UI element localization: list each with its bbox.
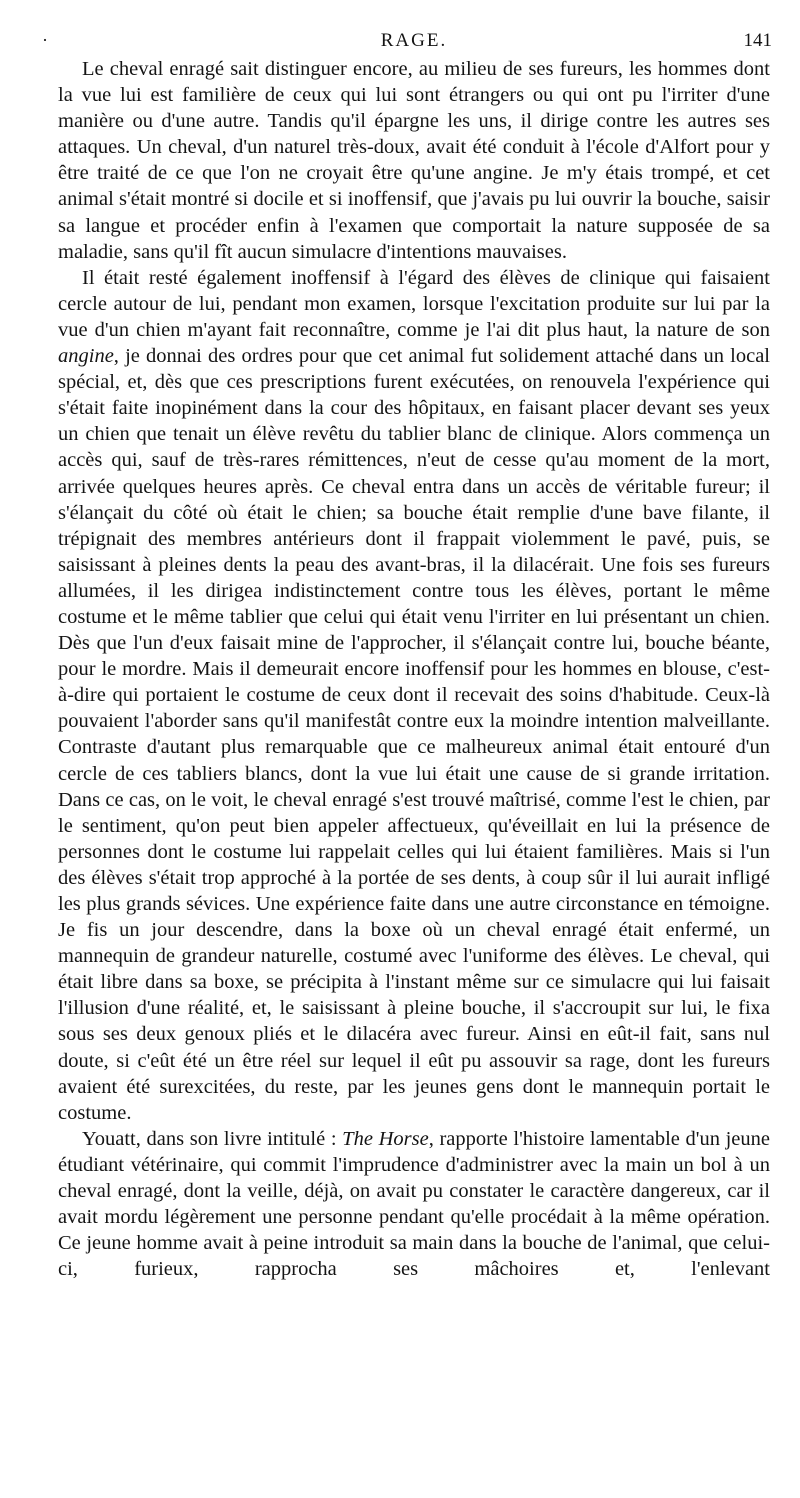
paragraph-1-text: Le cheval enragé sait distinguer encore, au milieu de ses fureurs, les hommes dont la vue lui est familière de ceux qui lui sont étrangers ou qui ont pu l'irriter d'une manière ou d'une autre. Tandis qu'il épargne les uns, il dirige contre les autres ses attaques. Un cheval, d'un naturel très-doux, avait été conduit à l'école d'Alfort pour y être traité de ce que l'on ne croyait être qu'une angine. Je m'y étais trompé, et cet animal s'était montré si docile et si inoffensif, que j'avais pu lui ouvrir la bouche, saisir sa langue et procéder enfin à l'examen que comportait la nature supposée de sa maladie, sans qu'il fît aucun simulacre d'intentions mauvaises. — [58, 58, 770, 263]
page-number: 141 — [743, 30, 772, 51]
paragraph-2-italic-term: angine — [58, 345, 114, 368]
paragraph-2-text-start: Il était resté également inoffensif à l'égard des élèves de clinique qui faisaient cercle autour de lui, pendant mon examen, lorsque l'excitation produite sur lui par la vue d'un chien m'ayant fait reconnaître, comme je l'ai dit plus haut, la nature de son — [58, 266, 770, 341]
margin-dot: · — [42, 30, 48, 50]
book-page — [42, 0, 772, 1282]
running-head — [42, 0, 772, 62]
paragraph-2-text-end: , je donnai des ordres pour que cet animal fut solidement attaché dans un local spécial, et, dès que ces prescriptions furent exécutées, on renouvela l'expérience qui s'était faite inopinément dans la cour des hôpitaux, en faisant placer devant ses yeux un chien que tenait un élève revêtu du tablier blanc de clinique. Alors commença un accès qui, sauf de très-rares rémittences, n'eut de cesse qu'au moment de la mort, arrivée quelques heures après. Ce cheval entra dans un accès de véritable fureur; il s'élançait du côté où était le chien; sa bouche était remplie d'une bave filante, il trépignait des membres antérieurs dont il frappait violemment le pavé, puis, se saisissant à pleines dents la peau des avant-bras, il la dilacérait. Une fois ses fureurs allumées, il les dirigea indistinctement contre tous les élèves, portant le même costume et le même tablier que celui qui était venu l'irriter en lui présentant un chien. Dès que l'un d'eux faisait mine de l'approcher, il s'élançait contre lui, bouche béante, pour le mordre. Mais il demeurait encore inoffensif pour les hommes en blouse, c'est-à-dire qui portaient le costume de ceux dont il recevait des soins d'habitude. Ceux-là pouvaient l'aborder sans qu'il manifestât contre eux la moindre intention malveillante. Contraste d'autant plus remarquable que ce malheureux animal était entouré d'un cercle de ces tabliers blancs, dont la vue lui était une cause de si grande irritation. Dans ce cas, on le voit, le cheval enragé s'est trouvé maîtrisé, comme l'est le chien, par le sentiment, qu'on peut bien appeler affectueux, qu'éveillait en lui la présence de personnes dont le costume lui rappelait celles qui lui étaient familières. Mais si l'un des élèves s'était trop approché à la portée de ses dents, à coup sûr il lui aurait infligé les plus grands sévices. Une expérience faite dans une autre circonstance en témoigne. Je fis un jour descendre, dans la boxe où un cheval enragé était enfermé, un mannequin de grandeur naturelle, costumé avec l'uniforme des élèves. Le cheval, qui était libre dans sa boxe, se précipita à l'instant même sur ce simulacre qui lui faisait l'illusion d'une réalité, et, le saisissant à pleine bouche, il s'accroupit sur lui, le fixa sous ses deux genoux pliés et le dilacéra avec fureur. Ainsi en eût-il fait, sans nul doute, si c'eût été un être réel sur lequel il eût pu assouvir sa rage, dont les fureurs avaient été surexcitées, du reste, par les jeunes gens dont le mannequin portait le costume. — [58, 345, 770, 1124]
paragraph-3-text-end: , rapporte l'histoire lamentable d'un jeune étudiant vétérinaire, qui commit l'imprudence d'administrer avec la main un bol à un cheval enragé, dont la veille, déjà, on avait pu constater le caractère dangereux, car il avait mordu légèrement une personne pendant qu'elle procédait à la même opération. Ce jeune homme avait à peine introduit sa main dans la bouche de l'animal, que celui-ci, furieux, rapprocha ses mâchoires et, l'enlevant — [58, 1127, 771, 1281]
paragraph-3-text-start: Youatt, dans son livre intitulé : — [82, 1127, 343, 1150]
paragraph-1 — [58, 56, 770, 265]
paragraph-2 — [58, 265, 770, 1126]
paragraph-3-book-title: The Horse — [342, 1127, 429, 1150]
paragraph-3 — [58, 1126, 770, 1283]
body-text — [58, 56, 770, 1282]
running-title: RAGE. — [380, 30, 448, 51]
